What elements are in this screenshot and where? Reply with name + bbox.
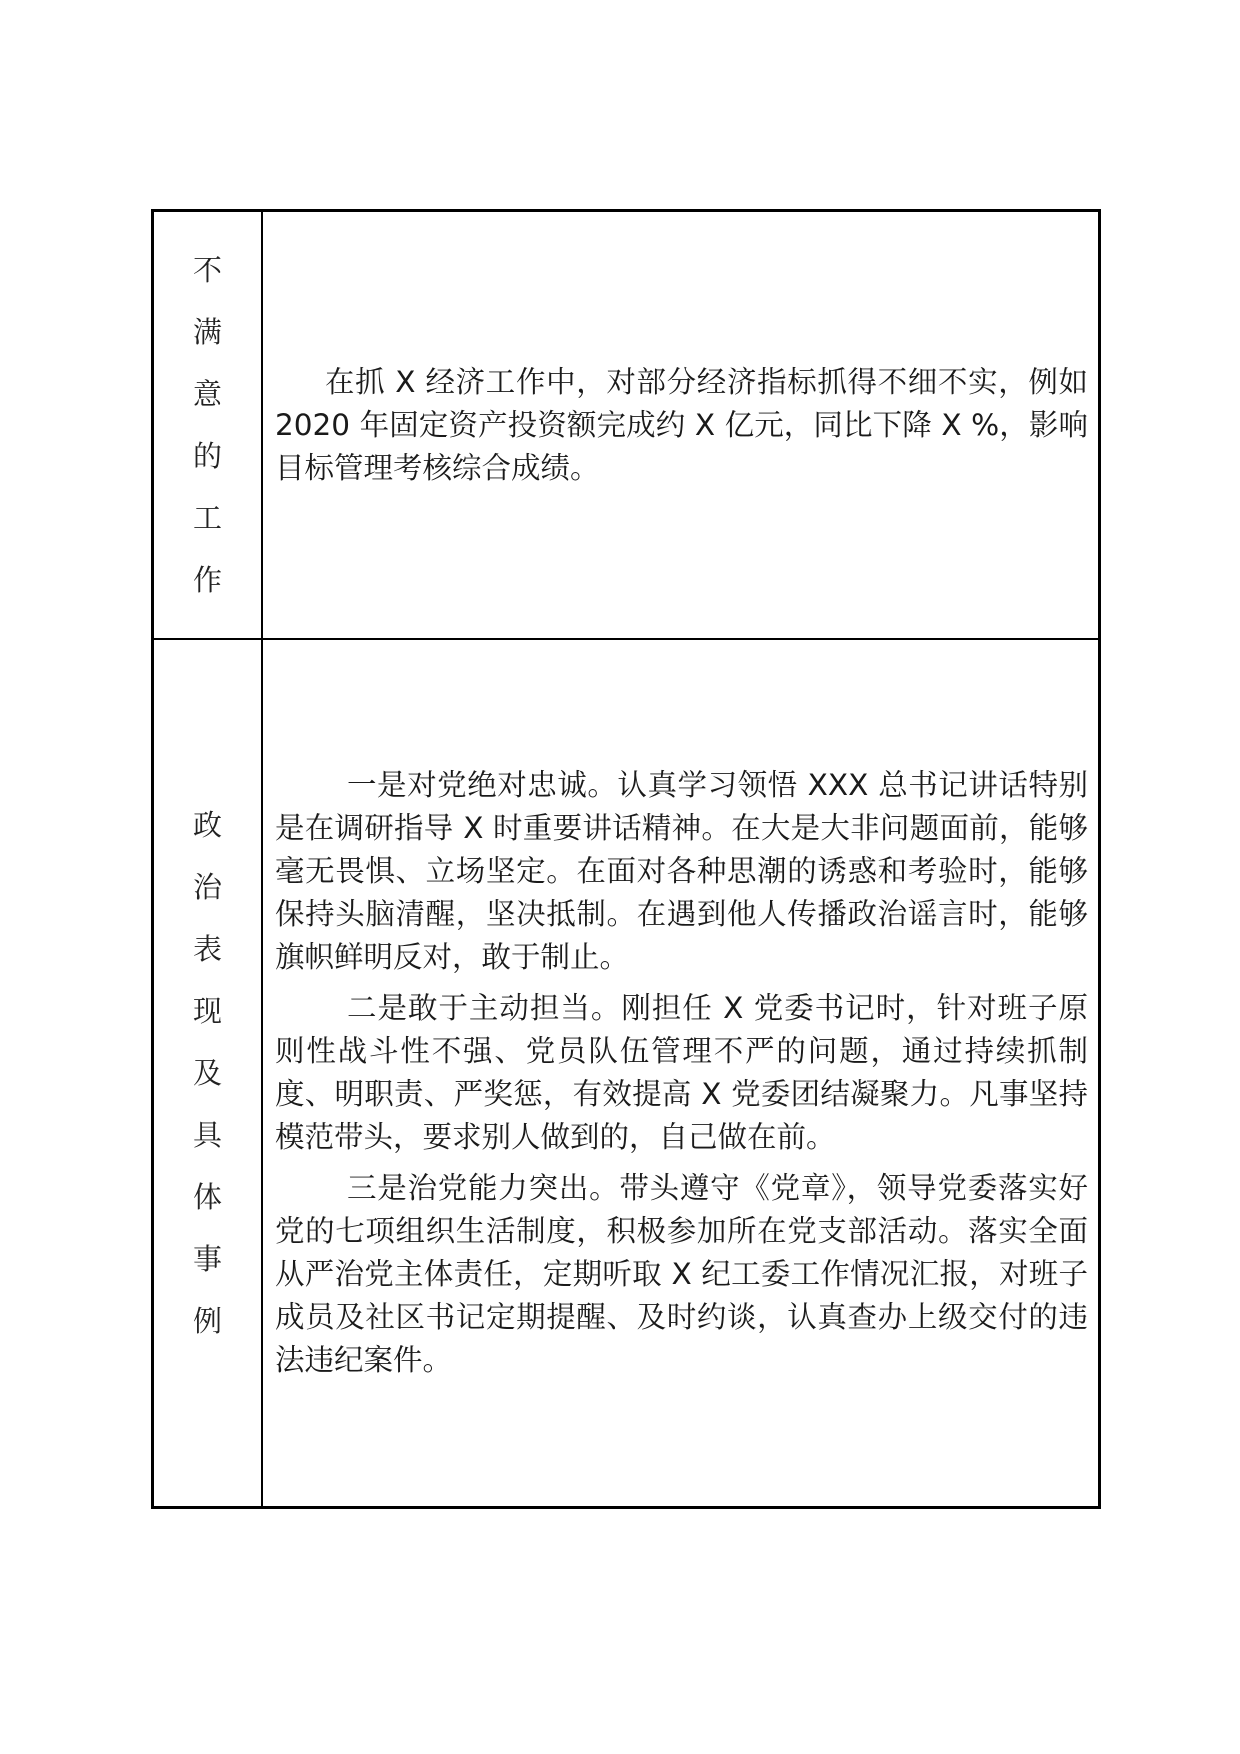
- label-char: 及: [192, 1056, 222, 1090]
- row-content-cell: [263, 640, 1098, 1506]
- content-paragraph: 一是对党绝对忠诚。认真学习领悟 XXX 总书记讲话特别是在调研指导 X 时重要讲话精神。在大是大非问题面前，能够毫无畏惧、立场坚定。在面对各种思潮的诱惑和考验时，能够保持头脑清醒，坚决抵制。在遇到他人传播政治谣言时，能够旗帜鲜明反对，敢于制止。: [275, 768, 1088, 974]
- table-row-unsatisfied-work: [154, 212, 1098, 640]
- content-paragraph: 三是治党能力突出。带头遵守《党章》，领导党委落实好党的七项组织生活制度，积极参加所在党支部活动。落实全面从严治党主体责任，定期听取 X 纪工委工作情况汇报，对班子成员及社区书记定期提醒、及时约谈，认真查办上级交付的违法违纪案件。: [275, 1171, 1088, 1377]
- label-char: 作: [192, 563, 222, 597]
- content-paragraph: 二是敢于主动担当。刚担任 X 党委书记时，针对班子原则性战斗性不强、党员队伍管理不严的问题，通过持续抓制度、明职责、严奖惩，有效提高 X 党委团结凝聚力。凡事坚持模范带头，要求别人做到的，自己做在前。: [275, 991, 1088, 1154]
- row-content-cell: [263, 212, 1098, 638]
- label-char: 意: [192, 377, 222, 411]
- table-row-political-performance: [154, 640, 1098, 1506]
- label-char: 政: [192, 808, 222, 842]
- label-char: 例: [192, 1304, 222, 1338]
- label-char: 的: [192, 439, 222, 473]
- label-char: 治: [192, 870, 222, 904]
- label-char: 事: [192, 1242, 222, 1276]
- label-char: 体: [192, 1180, 222, 1214]
- row-label-unsatisfied-work: [193, 239, 222, 611]
- label-char: 不: [192, 253, 222, 287]
- row-label-cell: [154, 212, 263, 638]
- label-char: 表: [192, 932, 222, 966]
- label-char: 具: [192, 1118, 222, 1152]
- evaluation-form-table: [151, 209, 1101, 1509]
- content-paragraph: 在抓 X 经济工作中，对部分经济指标抓得不细不实，例如 2020 年固定资产投资额完成约 X 亿元，同比下降 X %，影响目标管理考核综合成绩。: [275, 364, 1088, 485]
- row-label-political-performance: [193, 794, 222, 1352]
- label-char: 现: [192, 994, 222, 1028]
- label-char: 工: [192, 501, 222, 535]
- label-char: 满: [192, 315, 222, 349]
- row-label-cell: [154, 640, 263, 1506]
